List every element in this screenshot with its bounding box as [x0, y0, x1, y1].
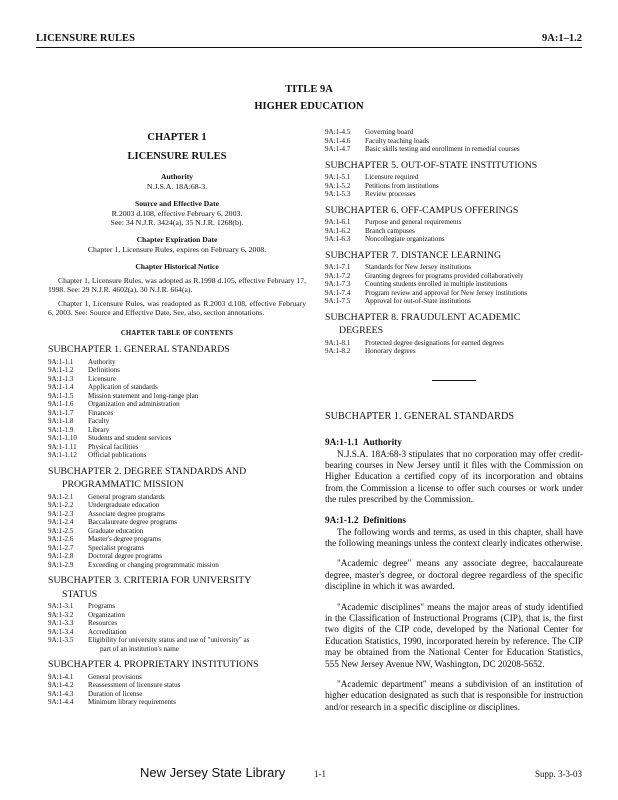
section-number: 9A:1-1.1 [325, 436, 359, 447]
running-header [36, 33, 582, 44]
toc-entry: 9A:1-6.2 Branch campuses [325, 226, 415, 235]
expiration-text: Chapter 1, Licensure Rules, expires on February 6, 2008. [87, 245, 267, 255]
chapter-name: LICENSURE RULES [127, 151, 227, 163]
toc-entry: 9A:1-2.1 General program standards [48, 492, 165, 501]
toc-list-4-cont [325, 128, 583, 154]
section-heading-1-2 [325, 515, 583, 526]
definition-paragraph: "Academic degree" means any associate degree, baccalaureate degree, master's degree, or doctoral degree regardless of the specific discipline in which it was awarded. [325, 558, 583, 592]
title-block [36, 84, 582, 118]
title-name: HIGHER EDUCATION [254, 101, 364, 112]
toc-subchapter-2: SUBCHAPTER 2. DEGREE STANDARDS AND [48, 465, 247, 477]
toc-list-6 [325, 218, 583, 244]
toc-entry: 9A:1-3.5 Eligibility for university status and use of "university" as [48, 636, 250, 645]
toc-entry: 9A:1-2.9 Exceeding or changing programmatic mission [48, 560, 219, 569]
toc-entry: 9A:1-1.11 Physical facilities [48, 442, 139, 451]
expiration-heading: Chapter Expiration Date [136, 235, 218, 245]
chapter-label: CHAPTER 1 [147, 132, 207, 143]
toc-entry: 9A:1-2.2 Undergraduate education [48, 501, 160, 510]
toc-list-3 [48, 602, 306, 653]
toc-entry: 9A:1-5.3 Review processes [325, 190, 416, 199]
toc-entry: 9A:1-7.4 Program review and approval for New Jersey institutions [325, 288, 528, 297]
toc-entry: 9A:1-2.8 Doctoral degree programs [48, 552, 163, 561]
definition-paragraph: "Academic department" means a subdivision of an institution of higher education designated as such that is responsible for instruction and/or research in a specific discipline or disciplines. [325, 678, 583, 712]
toc-list-5 [325, 173, 583, 199]
section-divider [432, 380, 476, 381]
history-paragraph-2: Chapter 1, Licensure Rules, was readopted as R.2003 d.108, effective February 6, 2003. See: Source and Effective Date. See, also, section annotations. [48, 299, 306, 318]
title-number: TITLE 9A [285, 84, 333, 95]
toc-entry: 9A:1-7.3 Counting students enrolled in multiple institutions [325, 280, 508, 289]
supplement-date: Supp. 3-3-03 [535, 769, 582, 779]
toc-entry: 9A:1-1.10 Students and student services [48, 434, 172, 443]
toc-entry: 9A:1-2.6 Master's degree programs [48, 535, 161, 544]
toc-entry: 9A:1-4.3 Duration of license [48, 689, 143, 698]
toc-entry: 9A:1-1.7 Finances [48, 408, 114, 417]
toc-list-2 [48, 493, 306, 570]
toc-entry: 9A:1-7.2 Granting degrees for programs provided collaboratively [325, 271, 524, 280]
right-column [325, 128, 583, 722]
toc-entry: 9A:1-5.2 Petitions from institutions [325, 181, 439, 190]
left-column [48, 130, 306, 707]
toc-entry: 9A:1-8.1 Protected degree designations for earned degrees [325, 338, 504, 347]
toc-entry: 9A:1-4.2 Reassessment of licensure status [48, 681, 181, 690]
toc-entry: 9A:1-4.5 Governing board [325, 128, 414, 136]
toc-entry: 9A:1-3.4 Accreditation [48, 627, 127, 636]
page-number: 1-1 [314, 769, 326, 779]
section-heading-1-1 [325, 437, 583, 448]
toc-entry: 9A:1-8.2 Honorary degrees [325, 347, 416, 356]
toc-subchapter-2-cont: PROGRAMMATIC MISSION [62, 479, 184, 491]
toc-list-1 [48, 358, 306, 460]
section-title: Definitions [363, 514, 406, 525]
toc-entry: 9A:1-4.1 General provisions [48, 672, 142, 681]
toc-entry: 9A:1-5.1 Licensure required [325, 173, 419, 182]
definition-paragraph: "Academic disciplines" means the major areas of study identified in the Classification of Instructional Programs (CIP), that is, the first two digits of the CIP code, developed by the National Center for Education Statistics, 1990, incorporated herein by reference. The CIP may be obtained from the National Center for Education Statistics, 555 New Jersey Avenue NW, Washington, DC 20208-5652. [325, 601, 583, 669]
toc-subchapter-1: SUBCHAPTER 1. GENERAL STANDARDS [48, 344, 230, 356]
toc-entry: 9A:1-2.4 Baccalaureate degree programs [48, 518, 178, 527]
toc-entry: 9A:1-3.2 Organization [48, 610, 125, 619]
toc-entry: 9A:1-4.4 Minimum library requirements [48, 698, 176, 707]
toc-entry: 9A:1-1.1 Authority [48, 357, 116, 366]
toc-entry: 9A:1-2.3 Associate degree programs [48, 509, 165, 518]
toc-list-8 [325, 339, 583, 356]
toc-entry: 9A:1-3.3 Resources [48, 619, 118, 628]
source-line-2: See: 34 N.J.R. 3424(a), 35 N.J.R. 1268(b). [110, 218, 244, 228]
toc-entry: 9A:1-7.1 Standards for New Jersey institutions [325, 263, 471, 272]
toc-entry: 9A:1-7.5 Approval for out-of-State institutions [325, 297, 471, 306]
toc-title: CHAPTER TABLE OF CONTENTS [120, 330, 234, 338]
toc-entry: 9A:1-1.3 Licensure [48, 374, 116, 383]
toc-entry: 9A:1-2.7 Specialist programs [48, 543, 145, 552]
history-paragraph-1: Chapter 1, Licensure Rules, was adopted as R.1998 d.105, effective February 17, 1998. See: 29 N.J.R. 4602(a), 30 N.J.R. 664(a). [48, 276, 306, 295]
authority-heading: Authority [160, 171, 194, 181]
header-rule [36, 47, 582, 48]
toc-entry: 9A:1-3.1 Programs [48, 602, 116, 611]
section-number: 9A:1-1.2 [325, 514, 359, 525]
history-heading: Chapter Historical Notice [135, 262, 219, 272]
source-line-1: R.2003 d.108, effective February 6, 2003. [111, 208, 243, 218]
toc-entry: 9A:1-1.9 Library [48, 425, 110, 434]
toc-subchapter-5: SUBCHAPTER 5. OUT-OF-STATE INSTITUTIONS [325, 159, 538, 171]
toc-entry: 9A:1-1.5 Mission statement and long-range plan [48, 391, 199, 400]
toc-subchapter-6: SUBCHAPTER 6. OFF-CAMPUS OFFERINGS [325, 204, 519, 216]
toc-entry: 9A:1-4.7 Basic skills testing and enrollment in remedial courses [325, 145, 520, 153]
toc-entry: 9A:1-2.5 Graduate education [48, 526, 144, 535]
toc-entry-continuation: part of an institution's name [100, 644, 179, 653]
header-right: 9A:1–1.2 [542, 33, 582, 44]
toc-entry: 9A:1-1.6 Organization and administration [48, 400, 180, 409]
library-stamp: New Jersey State Library [140, 765, 286, 780]
toc-subchapter-3-cont: STATUS [62, 588, 98, 600]
toc-subchapter-8-cont: DEGREES [339, 325, 384, 337]
authority-text: N.J.S.A. 18A:68-3. [146, 181, 208, 191]
toc-subchapter-7: SUBCHAPTER 7. DISTANCE LEARNING [325, 249, 502, 261]
toc-entry: 9A:1-1.8 Faculty [48, 417, 110, 426]
toc-entry: 9A:1-1.4 Application of standards [48, 383, 158, 392]
section-paragraph: The following words and terms, as used in this chapter, shall have the following meanings unless the context clearly indicates otherwise. [325, 526, 583, 548]
section-title: Authority [363, 436, 402, 447]
source-heading: Source and Effective Date [134, 198, 219, 208]
toc-entry: 9A:1-6.1 Purpose and general requirements [325, 218, 462, 227]
toc-list-4 [48, 673, 306, 707]
toc-subchapter-4: SUBCHAPTER 4. PROPRIETARY INSTITUTIONS [48, 659, 259, 671]
section-paragraph: N.J.S.A. 18A:68-3 stipulates that no corporation may offer credit-bearing courses in New Jersey until it files with the Commission on Higher Education a certified copy of its incorporation and obtains from the Commission a license to offer such courses or work under the rules prescribed by the Commission. [325, 448, 583, 505]
toc-entry: 9A:1-1.2 Definitions [48, 366, 120, 375]
main-subchapter-heading: SUBCHAPTER 1. GENERAL STANDARDS [325, 410, 514, 422]
toc-entry: 9A:1-1.12 Official publications [48, 451, 147, 460]
toc-subchapter-3: SUBCHAPTER 3. CRITERIA FOR UNIVERSITY [48, 575, 252, 587]
toc-subchapter-8: SUBCHAPTER 8. FRAUDULENT ACADEMIC [325, 311, 521, 323]
header-left: LICENSURE RULES [36, 33, 135, 44]
toc-entry: 9A:1-4.6 Faculty teaching loads [325, 136, 429, 145]
toc-list-7 [325, 263, 583, 306]
toc-entry: 9A:1-6.3 Noncollegiate organizations [325, 235, 445, 244]
